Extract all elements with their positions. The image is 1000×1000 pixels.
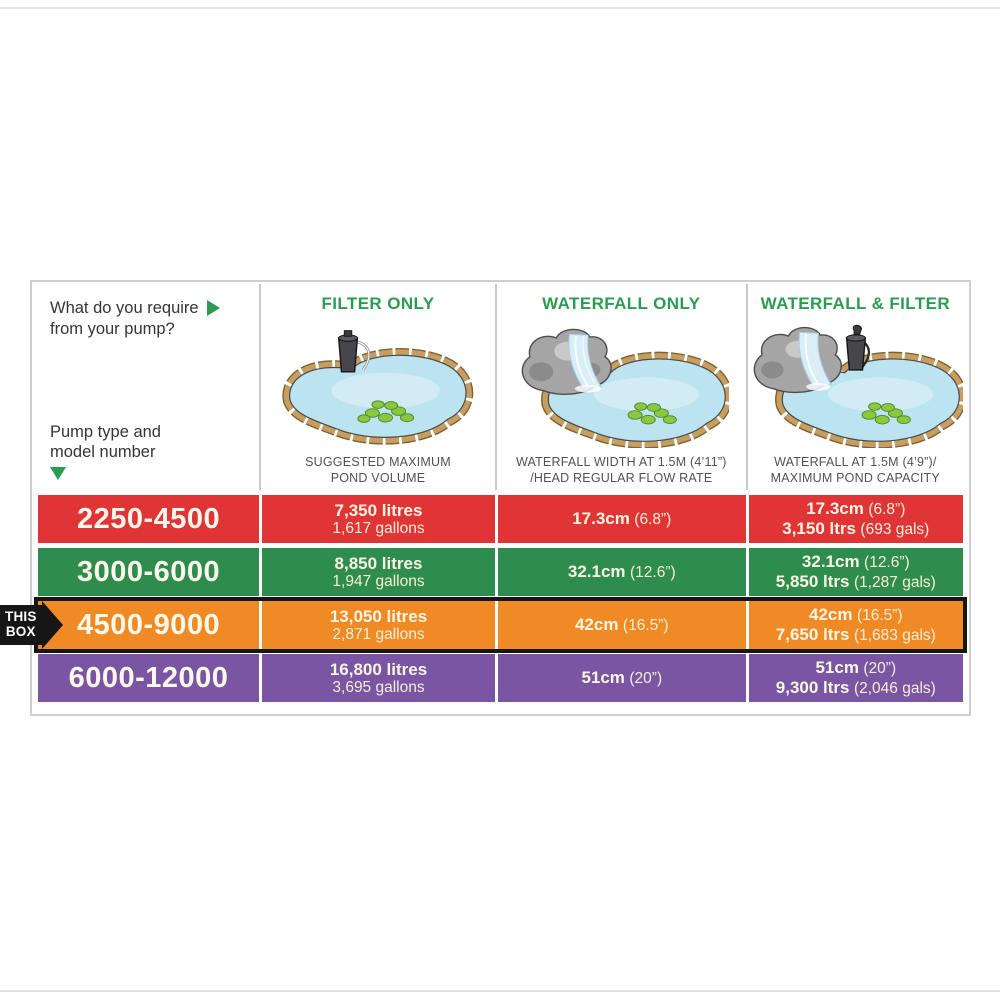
- filter-only-cell: [259, 601, 495, 649]
- width-value: 17.3cm: [572, 509, 630, 529]
- waterfall-only-cell: [495, 495, 746, 543]
- width-inches: (12.6”): [864, 554, 910, 572]
- this-box-label: [0, 605, 42, 644]
- question-line2: from your pump?: [50, 319, 175, 338]
- this-box-badge: [0, 601, 63, 649]
- width-inches: (20”): [863, 660, 897, 678]
- table-header: [38, 284, 963, 490]
- filter-only-cell: [259, 495, 495, 543]
- width-value: 42cm: [574, 615, 619, 635]
- table-row-4500-9000-highlighted: [5, 601, 963, 649]
- caption-line2: /HEAD REGULAR FLOW RATE: [530, 470, 713, 485]
- waterfall-filter-cell: [746, 601, 963, 649]
- width-value: 42cm: [809, 605, 853, 625]
- gallons-value: 1,617 gallons: [332, 519, 425, 537]
- capacity-litres: 3,150 ltrs: [782, 519, 856, 538]
- width-value: 51cm: [815, 658, 859, 678]
- width-inches: (16.5”): [856, 607, 903, 625]
- width-value: 51cm: [581, 668, 625, 688]
- pump-requirement-question: [50, 298, 220, 339]
- model-cell: 2250-4500: [76, 502, 221, 535]
- arrow-right-icon: [207, 300, 220, 316]
- caption-line2: POND VOLUME: [330, 470, 426, 485]
- pump-comparison-table: [5, 280, 971, 716]
- waterfall-filter-cell: [746, 548, 963, 596]
- gallons-value: 2,871 gallons: [332, 625, 425, 643]
- capacity-gals: (1,683 gals): [853, 627, 936, 644]
- litres-value: 16,800 litres: [329, 659, 428, 679]
- waterfall-only-cell: [495, 601, 746, 649]
- width-inches: (16.5”): [622, 617, 669, 635]
- header-filter-only: [259, 284, 495, 490]
- caption-line2: MAXIMUM POND CAPACITY: [770, 470, 940, 485]
- filter-canister: [847, 325, 869, 370]
- capacity-gals: (1,287 gals): [853, 574, 936, 591]
- capacity-litres: 9,300 ltrs: [775, 678, 850, 697]
- filter-only-cell: [259, 548, 495, 596]
- pump-type-line2: model number: [50, 443, 156, 462]
- column-caption: [516, 454, 727, 487]
- litres-value: 7,350 litres: [334, 500, 423, 520]
- width-inches: (12.6”): [630, 564, 676, 582]
- waterfall-only-cell: [495, 548, 746, 596]
- waterfall-filter-cell: [746, 654, 963, 702]
- capacity-gals: (2,046 gals): [853, 680, 936, 697]
- gallons-value: 1,947 gallons: [332, 572, 425, 590]
- waterfall-only-cell: [495, 654, 746, 702]
- caption-line1: WATERFALL AT 1.5M (4’9”)/: [774, 454, 937, 469]
- pond-with-filter-illustration: [275, 314, 481, 454]
- this-box-line1: THIS: [5, 609, 37, 625]
- caption-line1: SUGGESTED MAXIMUM: [305, 454, 451, 469]
- width-inches: (20”): [629, 670, 663, 688]
- pump-type-label: [50, 422, 161, 480]
- page-border-bottom: [0, 990, 1000, 992]
- question-line1: What do you require: [50, 299, 199, 317]
- caption-line1: WATERFALL WIDTH AT 1.5M (4’11”): [515, 454, 727, 469]
- filter-only-cell: [259, 654, 495, 702]
- capacity-litres: 7,650 ltrs: [775, 625, 850, 644]
- column-caption: [305, 454, 451, 487]
- this-box-line2: BOX: [5, 624, 36, 639]
- pond-with-waterfall-illustration: [513, 314, 729, 454]
- table-row-6000-12000: [38, 654, 963, 702]
- width-value: 32.1cm: [801, 552, 860, 572]
- page-border-top: [0, 7, 1000, 9]
- gallons-value: 3,695 gallons: [332, 678, 425, 696]
- model-cell: 3000-6000: [76, 555, 221, 588]
- column-caption: [771, 454, 940, 487]
- model-cell: 6000-12000: [68, 661, 229, 694]
- arrow-down-icon: [50, 467, 66, 480]
- header-waterfall-and-filter: [746, 284, 963, 490]
- header-waterfall-only: [495, 284, 746, 490]
- width-value: 32.1cm: [567, 562, 626, 582]
- rocks-waterfall: [755, 327, 842, 392]
- width-inches: (6.8”): [868, 501, 906, 519]
- litres-value: 8,850 litres: [334, 553, 423, 573]
- pump-type-line1: Pump type and: [50, 422, 161, 441]
- column-title: WATERFALL ONLY: [542, 294, 701, 313]
- width-value: 17.3cm: [806, 499, 864, 519]
- width-inches: (6.8”): [634, 511, 672, 529]
- table-row-3000-6000: [38, 548, 963, 596]
- litres-value: 13,050 litres: [329, 606, 428, 626]
- capacity-litres: 5,850 ltrs: [775, 572, 850, 591]
- header-questions-cell: [38, 284, 259, 490]
- model-cell: 4500-9000: [76, 608, 221, 641]
- capacity-gals: (693 gals): [860, 521, 930, 538]
- pond-with-waterfall-and-filter-illustration: [747, 314, 963, 454]
- column-title: WATERFALL & FILTER: [760, 294, 951, 313]
- column-title: FILTER ONLY: [321, 294, 435, 313]
- waterfall-filter-cell: [746, 495, 963, 543]
- this-box-arrow-icon: [42, 601, 63, 649]
- table-row-2250-4500: [38, 495, 963, 543]
- rocks-waterfall: [523, 329, 612, 394]
